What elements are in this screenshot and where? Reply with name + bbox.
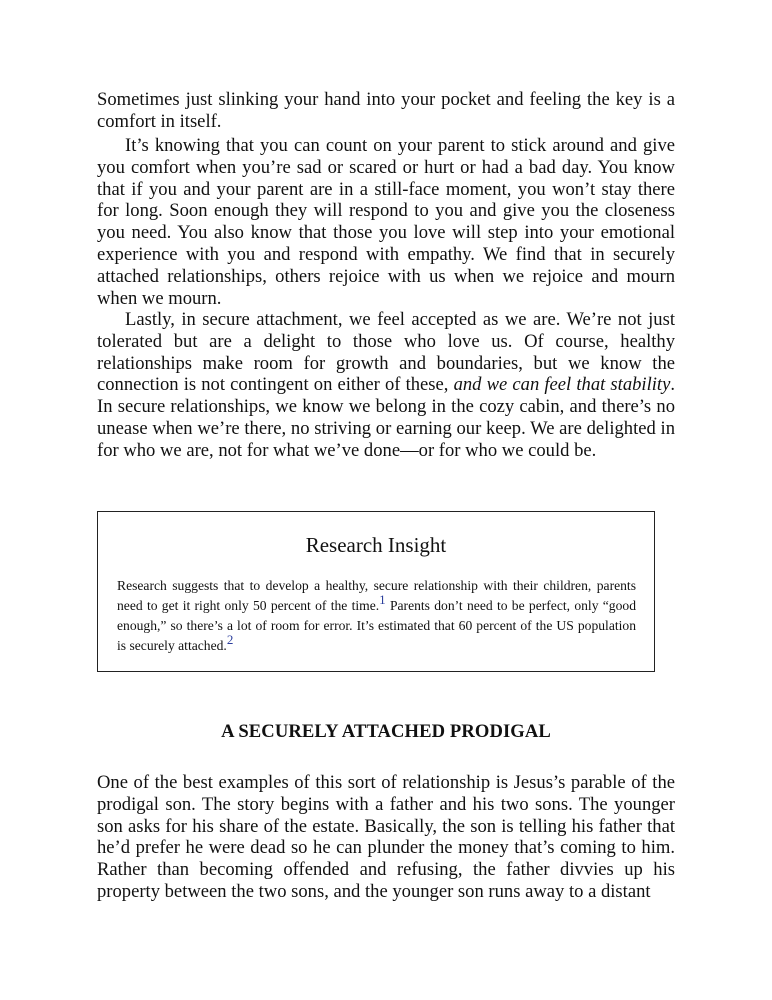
paragraph-3-text-start: Lastly, in secure attachment, we feel accepted as we are. We’re not just tolerated but are a delight to those who love us. Of course, healthy relationships make room for growth and boundaries, but we know the connection is not contingent on either of these, bbox=[97, 309, 675, 396]
section-heading: A SECURELY ATTACHED PRODIGAL bbox=[221, 721, 551, 742]
research-insight-box bbox=[97, 511, 655, 672]
research-insight-body bbox=[117, 576, 636, 656]
body-paragraph-2: It’s knowing that you can count on your parent to stick around and give you comfort when you’re sad or scared or hurt or had a bad day. You know that if you and your parent are in a still-face moment, you won’t stay there for long. Soon enough they will respond to you and give you the closeness you need. You also know that those you love will step into your emotional experience with you and respond with empathy. We find that in securely attached relationships, others rejoice with us when we rejoice and mourn when we mourn. bbox=[97, 135, 675, 309]
body-paragraph-3 bbox=[97, 309, 675, 462]
body-paragraph-1: Sometimes just slinking your hand into your pocket and feeling the key is a comfort in itself. bbox=[97, 89, 675, 132]
insight-text-part-1: Research suggests that to develop a healthy, secure relationship with their children, parents need to get it right only 50 percent of the time. bbox=[117, 578, 636, 613]
paragraph-3-italic-phrase: and we can feel that stability bbox=[453, 374, 671, 396]
footnote-link-1[interactable]: 1 bbox=[379, 592, 386, 607]
footnote-link-2[interactable]: 2 bbox=[226, 632, 234, 647]
insight-text-part-2: Parents don’t need to be perfect, only “good enough,” so there’s a lot of room for error. It’s estimated that 60 percent of the US population is securely attached. bbox=[117, 598, 636, 653]
paragraph-3-text-end: . In secure relationships, we know we belong in the cozy cabin, and there’s no unease when we’re there, no striving or earning our keep. We are delighted in for who we are, not for what we’ve done—or for who we could be. bbox=[97, 374, 675, 461]
research-insight-title: Research Insight bbox=[305, 533, 447, 557]
section-paragraph: One of the best examples of this sort of relationship is Jesus’s parable of the prodigal son. The story begins with a father and his two sons. The younger son asks for his share of the estate. Basically, the son is telling his father that he’d prefer he were dead so he can plunder the money that’s coming to him. Rather than becoming offended and refusing, the father divvies up his property between the two sons, and the younger son runs away to a distant bbox=[97, 772, 675, 902]
